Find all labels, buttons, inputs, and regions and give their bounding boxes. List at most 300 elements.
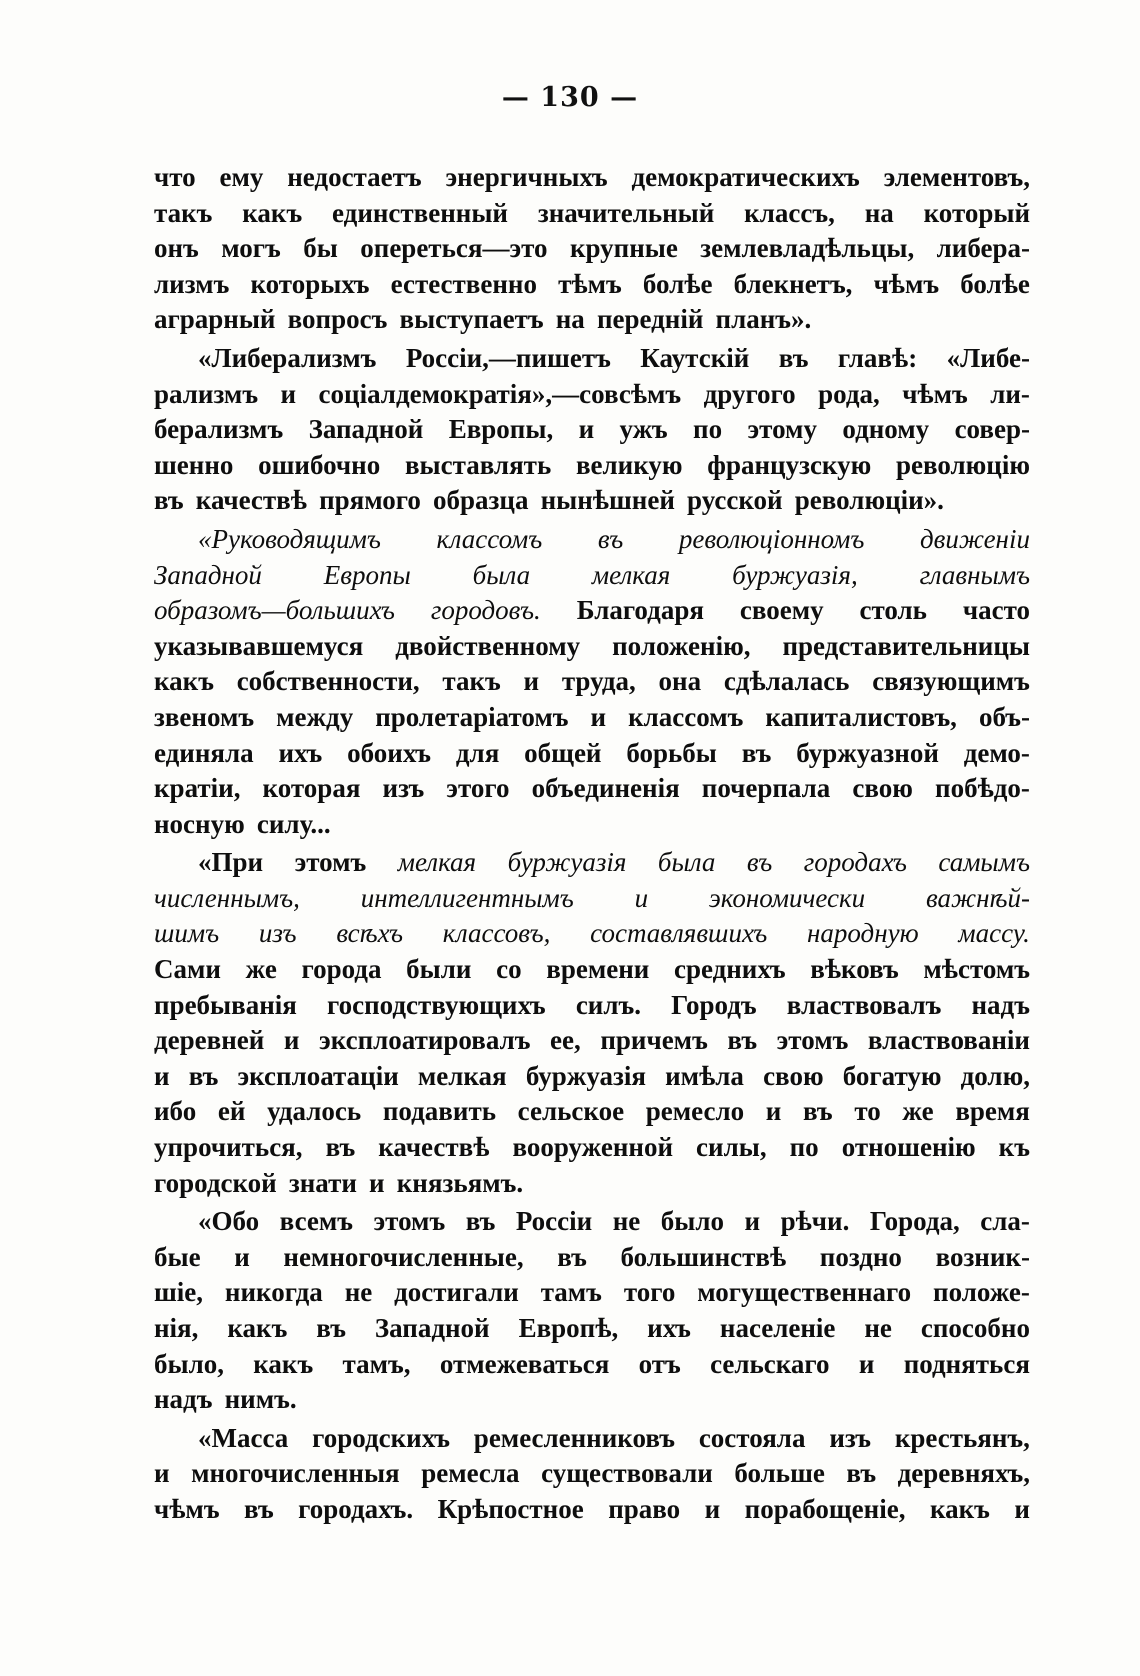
text-line (154, 664, 1030, 700)
word: «При (198, 847, 264, 878)
word: для (455, 737, 500, 768)
word: обоихъ (347, 737, 432, 768)
word: другого (703, 378, 796, 409)
word: князьямъ. (396, 1167, 524, 1198)
text-line (154, 1204, 1030, 1240)
word: не (344, 1277, 373, 1308)
text-line (154, 988, 1030, 1024)
word: и (283, 1025, 300, 1056)
word: указывавшемуся (154, 630, 364, 661)
text-line (154, 1421, 1030, 1457)
word: изъ (829, 1422, 871, 1453)
word: могущественнаго (697, 1277, 912, 1308)
word: демократическихъ (631, 162, 860, 192)
word: городовъ. (430, 595, 541, 626)
word: удалось (267, 1096, 362, 1127)
word: же (245, 954, 277, 985)
word: было, (154, 1348, 224, 1379)
text-line (154, 267, 1030, 303)
word: вооруженной (512, 1132, 674, 1163)
word: въ (325, 1132, 356, 1163)
word: Каутскій (640, 342, 750, 373)
word: «Либерализмъ (198, 342, 377, 373)
body-text (154, 160, 1030, 1528)
word: пролетаріатомъ (375, 701, 569, 732)
word: тѣмъ (558, 268, 622, 299)
word: планъ». (715, 304, 812, 335)
word: Благодаря (576, 595, 704, 626)
word: не (612, 1206, 641, 1237)
word: причемъ (600, 1025, 708, 1056)
word: онъ (154, 233, 199, 264)
word: и (154, 1060, 170, 1091)
word: что (154, 162, 196, 192)
word: образомъ—большихъ (154, 595, 395, 626)
word: недостаетъ (287, 162, 422, 192)
word: время (955, 1096, 1030, 1127)
word: способно (920, 1313, 1030, 1343)
word: и (369, 1167, 385, 1198)
word: нія, (154, 1313, 199, 1343)
word: важнѣй- (925, 882, 1030, 913)
word: русской (687, 485, 783, 516)
word: шенно (154, 449, 234, 480)
word: шіе, (154, 1277, 204, 1308)
text-line (154, 807, 1030, 843)
word: единяла (154, 737, 254, 768)
word: шимъ (154, 918, 220, 949)
text-line (154, 845, 1030, 881)
word: Европѣ, (518, 1313, 619, 1343)
word: имѣла (665, 1060, 744, 1091)
word: достигали (394, 1277, 519, 1308)
text-line (154, 629, 1030, 665)
text-line (154, 448, 1030, 484)
text-line (154, 377, 1030, 413)
word: силы, (696, 1132, 767, 1163)
text-line (154, 412, 1030, 448)
word: которыхъ (250, 268, 370, 299)
word: эксплоатировалъ (319, 1025, 531, 1056)
word: главѣ: (837, 342, 918, 373)
word: ихъ (647, 1313, 691, 1343)
word: двойственному (395, 630, 581, 661)
word: къ (998, 1132, 1030, 1163)
word: рѣчи. (780, 1206, 850, 1237)
word: крестьянъ, (894, 1422, 1030, 1453)
word: нимъ. (224, 1384, 297, 1415)
word: Западной (308, 414, 424, 445)
text-line (154, 1023, 1030, 1059)
text-line (154, 952, 1030, 988)
text-line (154, 231, 1030, 267)
word: объединенія (531, 773, 680, 804)
word: въ (597, 523, 624, 554)
word: мелкая (397, 847, 477, 878)
word: деревняхъ, (897, 1458, 1030, 1489)
word: ихъ (278, 737, 323, 768)
word: нынѣшней (540, 485, 675, 516)
word: состояла (698, 1422, 806, 1453)
word: Крѣпостное (437, 1493, 584, 1524)
word: аграрный (154, 304, 276, 335)
word: были (406, 954, 472, 985)
word: численнымъ, (154, 882, 300, 913)
word: властвованіи (867, 1025, 1030, 1056)
word: представительницы (782, 630, 1030, 661)
word: знати (288, 1167, 357, 1198)
word: подняться (903, 1348, 1030, 1379)
text-line (154, 341, 1030, 377)
word: и (1014, 1493, 1030, 1524)
word: массу. (958, 918, 1030, 949)
text-line (154, 1311, 1030, 1347)
word: силу... (256, 808, 331, 839)
word: Сами (154, 954, 221, 985)
word: образца (433, 485, 529, 516)
word: крупные (569, 233, 678, 264)
word: Россіи (515, 1206, 593, 1237)
word: городахъ (803, 847, 907, 878)
word: рализмъ (154, 378, 259, 409)
word: почерпала (701, 773, 831, 804)
word: и (765, 1096, 782, 1127)
word: какъ (242, 197, 303, 228)
word: была (472, 559, 531, 590)
word: демо- (963, 737, 1030, 768)
text-line (154, 1456, 1030, 1492)
word: вѣковъ (810, 954, 899, 985)
word: и (280, 378, 297, 409)
word: городскихъ (312, 1422, 450, 1453)
word: революцію (895, 449, 1030, 480)
text-line (154, 916, 1030, 952)
word: она (658, 666, 702, 697)
word: естественно (390, 268, 537, 299)
word: господствующихъ (327, 989, 546, 1020)
word: единственный (332, 197, 508, 228)
word: совер- (954, 414, 1030, 445)
word: чѣмъ (902, 378, 968, 409)
word: ей (217, 1096, 246, 1127)
word: положе- (933, 1277, 1030, 1308)
word: и (704, 1493, 721, 1524)
text-line (154, 1130, 1030, 1166)
word: соціалдемократія»,—совсѣмъ (318, 378, 682, 409)
word: мѣстомъ (923, 954, 1030, 985)
word: пребыванія (154, 989, 297, 1020)
word: въ (557, 1241, 587, 1272)
word: главнымъ (919, 559, 1030, 590)
word: Европы (323, 559, 411, 590)
word: въ (778, 342, 809, 373)
text-line (154, 302, 1030, 338)
word: никогда (224, 1277, 323, 1308)
word: деревней (154, 1025, 265, 1056)
text-line (154, 881, 1030, 917)
word: ремесленниковъ (473, 1422, 675, 1453)
word: силъ. (575, 989, 642, 1020)
word: всѣхъ (336, 918, 403, 949)
word: изъ (382, 773, 425, 804)
word: буржуазія (507, 847, 627, 878)
word: большинствѣ (620, 1241, 787, 1272)
word: того (623, 1277, 676, 1308)
word: немногочисленные, (283, 1241, 524, 1272)
word: со (496, 954, 522, 985)
word: Города, (869, 1206, 960, 1237)
text-line (154, 160, 1030, 196)
word: ремесла (421, 1458, 520, 1489)
word: классовъ, (442, 918, 551, 949)
word: властвовалъ (786, 989, 942, 1020)
word: надъ (971, 989, 1030, 1020)
word: изъ (258, 918, 297, 949)
text-line (154, 1347, 1030, 1383)
word: своему (739, 595, 824, 626)
word: одному (842, 414, 930, 445)
word: рода, (818, 378, 880, 409)
word: капиталистовъ, (765, 701, 957, 732)
text-line (154, 1166, 1030, 1202)
word: этомъ (373, 1206, 446, 1237)
word: въ (727, 1025, 758, 1056)
word: тамъ (540, 1277, 602, 1308)
word: который (923, 197, 1030, 228)
word: объ- (978, 701, 1030, 732)
word: передній (596, 304, 704, 335)
word: классомъ (436, 523, 543, 554)
word: Россіи,—пишетъ (405, 342, 611, 373)
word: этому (747, 414, 817, 445)
word: буржуазной (796, 737, 939, 768)
word: поздно (819, 1241, 902, 1272)
word: связующимъ (872, 666, 1030, 697)
word: порабощеніе, (744, 1493, 906, 1524)
word: качествѣ (195, 485, 307, 516)
word: элементовъ, (883, 162, 1030, 192)
word: какъ (253, 1348, 314, 1379)
word: «Либе- (946, 342, 1030, 373)
word: и (634, 882, 649, 913)
word: сла- (980, 1206, 1030, 1237)
word: этомъ (294, 847, 367, 878)
word: въ (154, 485, 184, 516)
word: положенію, (612, 630, 751, 661)
word: Западной (374, 1313, 490, 1343)
word: города (301, 954, 382, 985)
word: ошибочно (258, 449, 381, 480)
word: лизмъ (154, 268, 230, 299)
word: кратіи, (154, 773, 241, 804)
word: классъ, (744, 197, 835, 228)
word: могъ (221, 233, 281, 264)
text-line (154, 1094, 1030, 1130)
word: буржуазія, (732, 559, 858, 590)
word: и (523, 666, 540, 697)
word: революціонномъ (678, 523, 865, 554)
word: такъ (154, 197, 213, 228)
word: выставлять (404, 449, 552, 480)
word: носную (154, 808, 245, 839)
word: отъ (638, 1348, 681, 1379)
word: надъ (154, 1384, 213, 1415)
word: этомъ (776, 1025, 849, 1056)
word: какъ (929, 1493, 990, 1524)
word: какъ (227, 1313, 288, 1343)
word: и (578, 414, 595, 445)
word: по (789, 1132, 819, 1163)
word: между (276, 701, 354, 732)
page-number: — 130 — (501, 82, 639, 113)
word: на (864, 197, 894, 228)
word: чѣмъ (873, 268, 940, 299)
word: мелкая (591, 559, 671, 590)
word: народную (807, 918, 919, 949)
word: болѣе (642, 268, 713, 299)
word: всемъ (279, 1206, 353, 1237)
word: составлявшихъ (590, 918, 768, 949)
word: ремесло (645, 1096, 745, 1127)
word: въ (316, 1313, 346, 1343)
word: свою (763, 1060, 824, 1091)
word: «Руководящимъ (198, 523, 381, 554)
word: этого (446, 773, 510, 804)
word: экономически (708, 882, 866, 913)
word: ужъ (619, 414, 668, 445)
word: ли- (990, 378, 1030, 409)
word: отмежеваться (439, 1348, 610, 1379)
word: долю, (960, 1060, 1030, 1091)
word: какъ (154, 666, 214, 697)
word: бы (303, 233, 338, 264)
word: существовали (541, 1458, 713, 1489)
word: мелкая (417, 1060, 507, 1091)
text-line (154, 1275, 1030, 1311)
text-line (154, 1240, 1030, 1276)
word: столь (859, 595, 927, 626)
word: и (234, 1241, 250, 1272)
word: отношенію (841, 1132, 976, 1163)
word: выступаетъ (399, 304, 544, 335)
word: въ (188, 1060, 219, 1091)
word: и (858, 1348, 875, 1379)
word: которая (262, 773, 361, 804)
text-line (154, 593, 1030, 629)
text-line (154, 700, 1030, 736)
word: труда, (561, 666, 636, 697)
word: движеніи (919, 523, 1030, 554)
word: право (608, 1493, 681, 1524)
word: Западной (154, 559, 262, 590)
word: въ (465, 1206, 496, 1237)
word: сельскаго (710, 1348, 830, 1379)
word: блекнетъ, (733, 268, 853, 299)
word: «Масса (198, 1422, 289, 1453)
text-line (154, 736, 1030, 772)
word: въ (244, 1493, 274, 1524)
word: сельское (517, 1096, 625, 1127)
word: «Обо (198, 1206, 260, 1237)
word: и (154, 1458, 170, 1489)
word: берализмъ (154, 414, 284, 445)
word: на (555, 304, 585, 335)
word: собственности, (236, 666, 420, 697)
word: классомъ (628, 701, 744, 732)
word: общей (524, 737, 602, 768)
text-line (154, 1492, 1030, 1528)
word: была (657, 847, 716, 878)
word: по (693, 414, 723, 445)
word: значительный (537, 197, 715, 228)
word: такъ (442, 666, 501, 697)
word: времени (546, 954, 650, 985)
word: самымъ (938, 847, 1030, 878)
word: больше (734, 1458, 825, 1489)
word: опереться—это (360, 233, 548, 264)
word: ибо (154, 1096, 197, 1127)
word: звеномъ (154, 701, 255, 732)
word: и (744, 1206, 761, 1237)
word: Городъ (671, 989, 757, 1020)
word: богатую (842, 1060, 942, 1091)
word: землевладѣльцы, (700, 233, 915, 264)
word: въ (846, 1458, 877, 1489)
word: въ (746, 847, 773, 878)
word: бые (154, 1241, 201, 1272)
text-line (154, 196, 1030, 232)
text-line (154, 1382, 1030, 1418)
word: Европы, (448, 414, 554, 445)
word: же (902, 1096, 934, 1127)
word: качествѣ (378, 1132, 490, 1163)
word: вопросъ (287, 304, 388, 335)
word: въ (803, 1096, 833, 1127)
word: эксплоатаціи (237, 1060, 399, 1091)
word: ему (219, 162, 264, 192)
word: революціи». (794, 485, 944, 516)
word: буржуазія (525, 1060, 646, 1091)
word: прямого (319, 485, 421, 516)
word: либера- (936, 233, 1030, 264)
word: то (854, 1096, 881, 1127)
word: городахъ. (298, 1493, 414, 1524)
word: населеніе (719, 1313, 836, 1343)
word: и (590, 701, 607, 732)
word: возник- (935, 1241, 1030, 1272)
word: многочисленныя (191, 1458, 400, 1489)
word: часто (962, 595, 1030, 626)
text-line (154, 483, 1030, 519)
word: болѣе (960, 268, 1030, 299)
word: борьбы (626, 737, 717, 768)
word: сдѣлалась (723, 666, 850, 697)
word: городской (154, 1167, 277, 1198)
text-line (154, 771, 1030, 807)
word: въ (741, 737, 772, 768)
word: упрочиться, (154, 1132, 303, 1163)
word: интеллигентнымъ (360, 882, 574, 913)
word: свою (852, 773, 913, 804)
text-line (154, 1059, 1030, 1095)
word: французскую (707, 449, 872, 480)
word: энергичныхъ (445, 162, 608, 192)
word: среднихъ (673, 954, 786, 985)
word: подавить (382, 1096, 496, 1127)
word: тамъ, (342, 1348, 411, 1379)
word: великую (575, 449, 683, 480)
text-line (154, 558, 1030, 594)
